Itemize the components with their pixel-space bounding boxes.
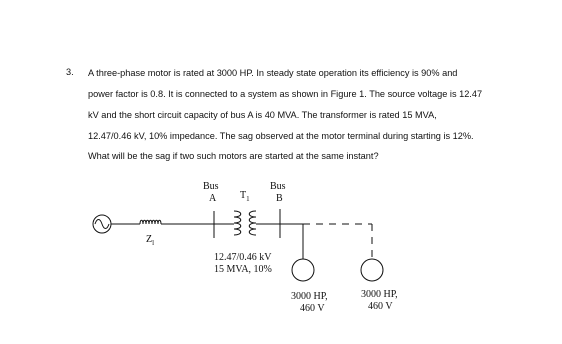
sine-wave-icon	[95, 220, 109, 229]
transformer-rating-line1: 12.47/0.46 kV	[214, 252, 272, 263]
problem-text-line-5: What will be the sag if two such motors are started at the same instant?	[88, 151, 379, 161]
source-impedance-coil	[140, 220, 161, 224]
transformer-label	[240, 190, 250, 203]
problem-text-line-4: 12.47/0.46 kV, 10% impedance. The sag observed at the motor terminal during starting is 12%.	[88, 131, 474, 141]
motor1-rating-line2: 460 V	[300, 303, 325, 314]
bus-a-label: Bus	[203, 181, 219, 192]
transformer-rating-line2: 15 MVA, 10%	[214, 264, 272, 275]
problem-text-line-1: A three-phase motor is rated at 3000 HP. In steady state operation its efficiency is 90% and	[88, 68, 458, 78]
transformer-primary-winding	[234, 211, 241, 235]
source-impedance-z: Z	[146, 234, 153, 245]
bus-b-label: Bus	[270, 181, 286, 192]
bus-a-name: A	[209, 193, 217, 204]
motor2-icon	[361, 259, 383, 281]
transformer-label-subscript: 1	[246, 195, 250, 203]
problem-text-line-2: power factor is 0.8. It is connected to a system as shown in Figure 1. The source voltage is 12.47	[88, 89, 483, 99]
bus-b-name: B	[276, 193, 283, 204]
motor2-rating-line2: 460 V	[368, 301, 393, 312]
problem-text-line-3: kV and the short circuit capacity of bus A is 40 MVA. The transformer is rated 15 MVA,	[88, 110, 437, 120]
motor2-rating-line1: 3000 HP,	[361, 289, 398, 300]
transformer-label-t: T	[240, 190, 247, 201]
source-impedance-label	[146, 234, 154, 247]
problem-number: 3.	[66, 67, 74, 77]
transformer-secondary-winding	[249, 211, 256, 235]
source-impedance-subscript: l	[152, 239, 155, 247]
motor1-icon	[292, 259, 314, 281]
motor1-rating-line1: 3000 HP,	[291, 291, 328, 302]
